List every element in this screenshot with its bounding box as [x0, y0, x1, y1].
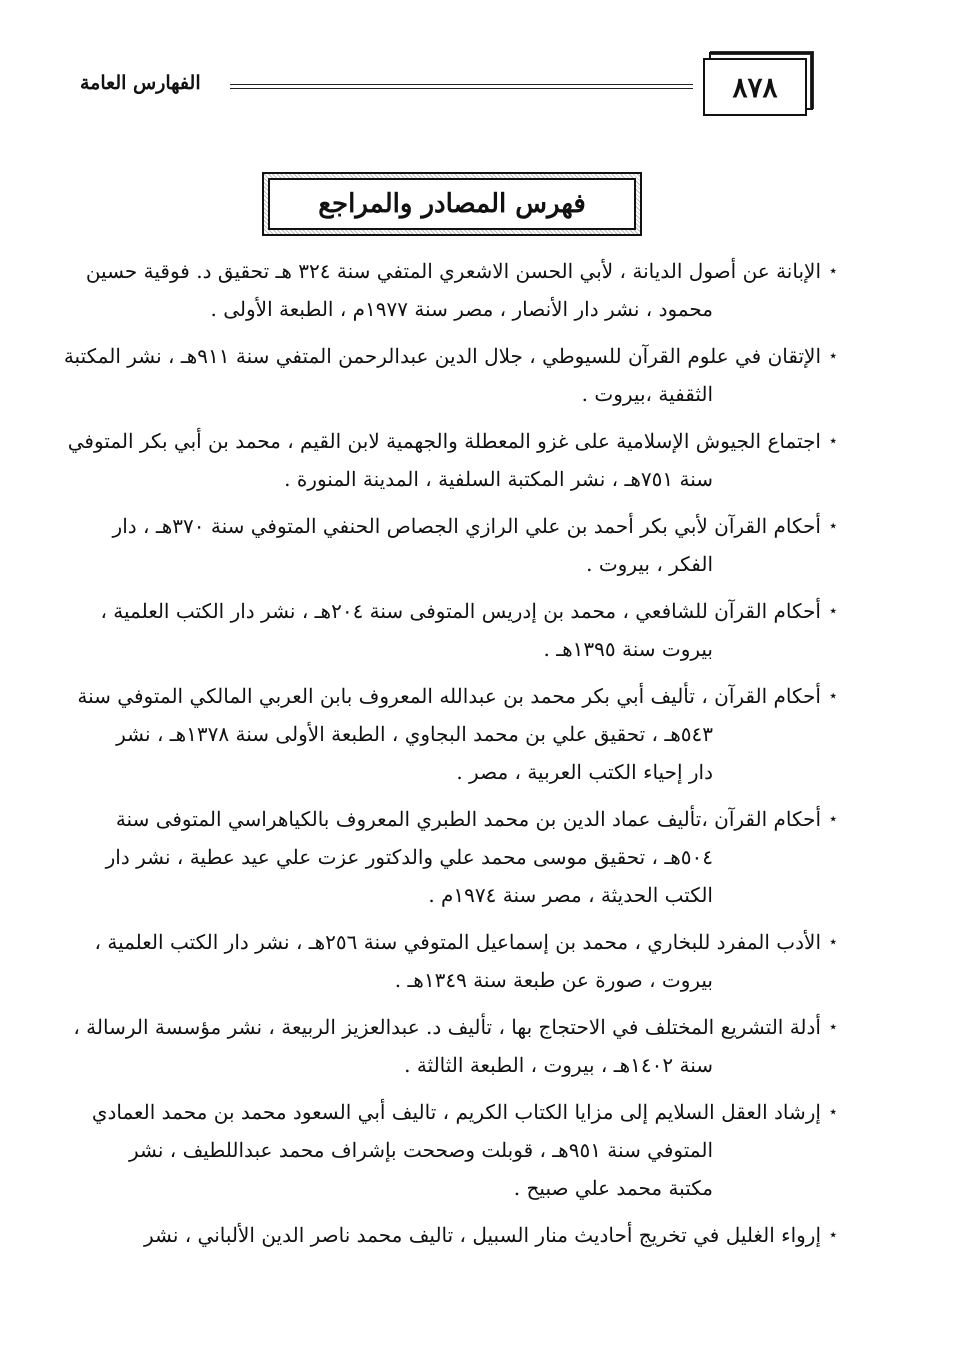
page-header [80, 58, 813, 120]
entry-first-line: أدلة التشريع المختلف في الاحتجاج بها ، تأليف د. عبدالعزيز الربيعة ، نشر مؤسسة الرسالة ، [73, 1015, 821, 1039]
entry-first-line: الإبانة عن أصول الديانة ، لأبي الحسن الاشعري المتفي سنة ٣٢٤ هـ تحقيق د. فوقية حسين [85, 259, 821, 283]
section-title: فهرس المصادر والمراجع [268, 178, 636, 230]
entry-first-line: أحكام القرآن ، تأليف أبي بكر محمد بن عبدالله المعروف بابن العربي المالكي المتوفي سنة [77, 684, 821, 708]
entry-first-line: إرواء الغليل في تخريج أحاديث منار السبيل ، تاليف محمد ناصر الدين الألباني ، نشر [143, 1223, 821, 1247]
entry-continuation-line: الثقفية ،بيروت . [581, 382, 713, 406]
bullet-icon: ٭ [829, 688, 837, 704]
bibliography-entry [85, 252, 837, 328]
bibliography-entry [73, 1008, 837, 1084]
section-title-frame [262, 172, 642, 236]
running-title: الفهارس العامة [80, 72, 201, 94]
entry-continuation-line: الفكر ، بيروت . [586, 552, 713, 576]
bullet-icon: ٭ [829, 1104, 837, 1120]
bibliography-entry [96, 800, 837, 914]
page-number: ٨٧٨ [703, 58, 807, 116]
bullet-icon: ٭ [829, 518, 837, 534]
bullet-icon: ٭ [829, 433, 837, 449]
entry-continuation-line: بيروت سنة ١٣٩٥هـ . [543, 637, 713, 661]
bibliography-entry [67, 422, 837, 498]
entry-continuation-line: محمود ، نشر دار الأنصار ، مصر سنة ١٩٧٧م ، الطبعة الأولى . [210, 297, 713, 321]
bullet-icon: ٭ [829, 934, 837, 950]
entry-first-line: أحكام القرآن للشافعي ، محمد بن إدريس المتوفى سنة ٢٠٤هـ ، نشر دار الكتب العلمية ، [100, 599, 821, 623]
bullet-icon: ٭ [829, 811, 837, 827]
bibliography-entry [63, 337, 837, 413]
entry-first-line: أحكام القرآن ،تأليف عماد الدين بن محمد الطبري المعروف بالكياهراسي المتوفى سنة [115, 807, 821, 831]
entry-continuation-line: ٥٤٣هـ ، تحقيق علي بن محمد البجاوي ، الطبعة الأولى سنة ١٣٧٨هـ ، نشر [116, 722, 713, 746]
bibliography-entry [96, 1216, 837, 1254]
entry-first-line: الأدب المفرد للبخاري ، محمد بن إسماعيل المتوفي سنة ٢٥٦هـ ، نشر دار الكتب العلمية ، [94, 930, 821, 954]
bullet-icon: ٭ [829, 263, 837, 279]
bullet-icon: ٭ [829, 1019, 837, 1035]
entry-first-line: إرشاد العقل السلايم إلى مزايا الكتاب الكريم ، تاليف أبي السعود محمد بن محمد العمادي [91, 1100, 821, 1124]
entry-continuation-line: دار إحياء الكتب العربية ، مصر . [456, 760, 713, 784]
entry-continuation-line: الكتب الحديثة ، مصر سنة ١٩٧٤م . [428, 883, 713, 907]
entry-first-line: أحكام القرآن لأبي بكر أحمد بن علي الرازي الجصاص الحنفي المتوفي سنة ٣٧٠هـ ، دار [112, 514, 821, 538]
entry-continuation-line: ٥٠٤هـ ، تحقيق موسى محمد علي والدكتور عزت علي عيد عطية ، نشر دار [105, 845, 713, 869]
bibliography-list [63, 252, 837, 1263]
entry-continuation-line: مكتبة محمد علي صبيح . [513, 1176, 713, 1200]
bibliography-entry [91, 1093, 837, 1207]
bibliography-entry [77, 677, 837, 791]
entry-continuation-line: بيروت ، صورة عن طبعة سنة ١٣٤٩هـ . [394, 968, 713, 992]
bullet-icon: ٭ [829, 348, 837, 364]
entry-first-line: اجتماع الجيوش الإسلامية على غزو المعطلة والجهمية لابن القيم ، محمد بن أبي بكر المتوفي [67, 429, 821, 453]
bibliography-entry [96, 592, 837, 668]
entry-continuation-line: المتوفي سنة ٩٥١هـ ، قوبلت وصححت بإشراف محمد عبداللطيف ، نشر [128, 1138, 713, 1162]
bibliography-entry [96, 507, 837, 583]
entry-continuation-line: سنة ٧٥١هـ ، نشر المكتبة السلفية ، المدينة المنورة . [284, 467, 713, 491]
bullet-icon: ٭ [829, 603, 837, 619]
entry-continuation-line: سنة ١٤٠٢هـ ، بيروت ، الطبعة الثالثة . [404, 1053, 713, 1077]
bibliography-entry [94, 923, 837, 999]
header-rule [230, 84, 693, 85]
bullet-icon: ٭ [829, 1227, 837, 1243]
entry-first-line: الإتقان في علوم القرآن للسيوطي ، جلال الدين عبدالرحمن المتفي سنة ٩١١هـ ، نشر المكتبة [63, 344, 821, 368]
